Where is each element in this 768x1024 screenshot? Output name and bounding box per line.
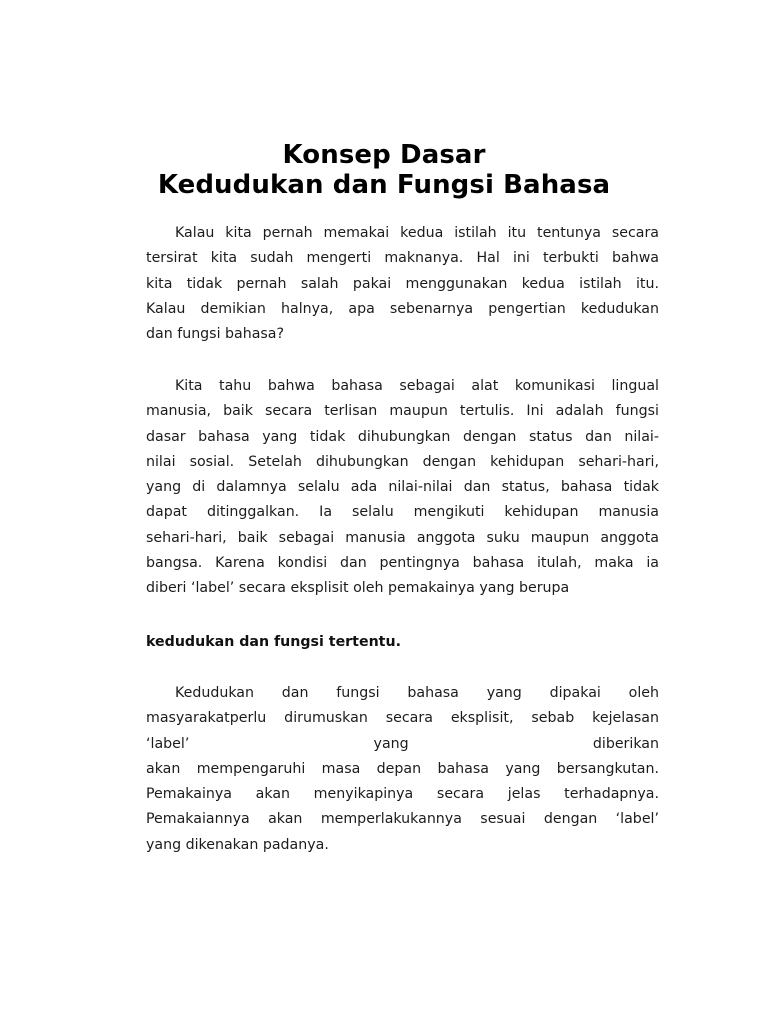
paragraph-line: kedudukan dan fungsi tertentu.	[146, 634, 401, 650]
paragraph-2	[146, 374, 659, 602]
paragraph-line: yang di dalamnya selalu ada nilai-nilai dan status, bahasa tidak	[146, 479, 659, 496]
paragraph-line: sehari-hari, baik sebagai manusia anggota suku maupun anggota	[146, 529, 659, 546]
paragraph-line: dapat ditinggalkan. Ia selalu mengikuti kehidupan manusia	[146, 504, 659, 521]
document-title-line-1: Konsep Dasar	[282, 140, 486, 170]
paragraph-line: tersirat kita sudah mengerti maknanya. Hal ini terbukti bahwa	[146, 250, 659, 267]
paragraph-line: nilai sosial. Setelah dihubungkan dengan kehidupan sehari-hari,	[146, 453, 659, 470]
paragraph-line: Pemakainya akan menyikapinya secara jelas terhadapnya.	[146, 786, 659, 803]
paragraph-line: Kita tahu bahwa bahasa sebagai alat komunikasi lingual	[175, 378, 659, 394]
paragraph-line: ‘label’ yang diberikan	[146, 735, 659, 752]
paragraph-line: akan mempengaruhi masa depan bahasa yang bersangkutan.	[146, 760, 659, 777]
paragraph-line: manusia, baik secara terlisan maupun tertulis. Ini adalah fungsi	[146, 403, 659, 420]
paragraph-line: dasar bahasa yang tidak dihubungkan dengan status dan nilai-	[146, 428, 659, 445]
paragraph-3-bold	[146, 630, 659, 655]
document-title-line-2: Kedudukan dan Fungsi Bahasa	[157, 170, 611, 200]
paragraph-1	[146, 221, 659, 347]
paragraph-line: bangsa. Karena kondisi dan pentingnya bahasa itulah, maka ia	[146, 555, 659, 572]
paragraph-line: kita tidak pernah salah pakai menggunakan kedua istilah itu.	[146, 275, 659, 292]
paragraph-line: masyarakatperlu dirumuskan secara eksplisit, sebab kejelasan	[146, 710, 659, 727]
paragraph-line: Kalau demikian halnya, apa sebenarnya pengertian kedudukan	[146, 300, 659, 317]
paragraph-line: Kedudukan dan fungsi bahasa yang dipakai oleh	[175, 685, 659, 701]
paragraph-line: dan fungsi bahasa?	[146, 326, 285, 343]
paragraph-line: Kalau kita pernah memakai kedua istilah itu tentunya secara	[175, 225, 659, 241]
paragraph-line: Pemakaiannya akan memperlakukannya sesuai dengan ‘label’	[146, 811, 659, 828]
paragraph-4	[146, 681, 659, 858]
paragraph-line: diberi ‘label’ secara eksplisit oleh pemakainya yang berupa	[146, 580, 570, 597]
paragraph-line: yang dikenakan padanya.	[146, 836, 329, 853]
